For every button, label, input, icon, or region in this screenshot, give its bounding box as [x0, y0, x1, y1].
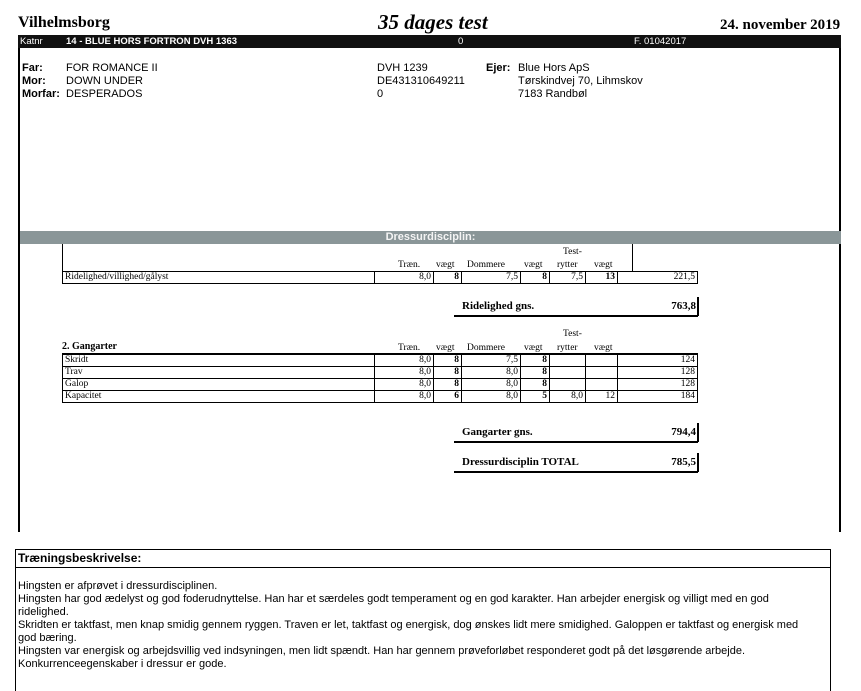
morfar-label: Morfar:	[22, 88, 60, 100]
row-label: Skridt	[62, 354, 375, 367]
mor-name: DOWN UNDER	[66, 75, 143, 87]
document-frame	[18, 48, 841, 532]
gangarter-avg-label: Gangarter gns.	[462, 426, 533, 438]
cell-traen-weight: 8	[433, 354, 462, 367]
ridelighed-avg-label: Ridelighed gns.	[462, 300, 535, 312]
table-right-rule	[632, 244, 633, 271]
col-dommere: Dommere	[467, 260, 505, 270]
row-label: Trav	[62, 366, 375, 379]
katnr-label: Katnr	[20, 36, 43, 47]
row-label: Ridelighed/villighed/gålyst	[62, 271, 375, 284]
col-vaegt2: vægt	[524, 260, 543, 270]
gangarter-heading: 2. Gangarter	[62, 341, 117, 352]
training-text	[18, 580, 818, 671]
total-label: Dressurdisciplin TOTAL	[462, 456, 579, 468]
horse-name: 14 - BLUE HORS FORTRON DVH 1363	[66, 36, 238, 47]
owner-city: 7183 Randbøl	[518, 88, 588, 100]
cell-dommere-weight: 5	[520, 390, 550, 403]
mor-id: DE431310649211	[377, 75, 465, 87]
far-label: Far:	[22, 62, 43, 74]
training-description	[15, 549, 831, 691]
training-line: Hingsten var energisk og arbejdsvillig ved indsyningen, men lidt spændt. Han har gennem prøveforløbet responderet godt på det løsgørende arbejde.	[18, 645, 746, 657]
cell-traen: 8,0	[374, 366, 434, 379]
cell-dommere-weight: 8	[520, 378, 550, 391]
col-rytter: rytter	[557, 343, 578, 353]
ridelighed-avg-mark	[697, 297, 699, 316]
mor-label: Mor:	[22, 75, 46, 87]
col-test: Test-	[563, 247, 582, 257]
gangarter-avg-mark	[697, 423, 699, 442]
col-rytter: rytter	[557, 260, 578, 270]
cell-test: 8,0	[549, 390, 586, 403]
cell-traen: 8,0	[374, 271, 434, 284]
total-rule	[454, 471, 698, 473]
cell-dommere: 8,0	[461, 378, 521, 391]
cell-dommere: 7,5	[461, 354, 521, 367]
col-traen: Træn.	[398, 343, 421, 353]
col-vaegt2: vægt	[524, 343, 543, 353]
cell-test: 7,5	[549, 271, 586, 284]
col-vaegt: vægt	[436, 343, 455, 353]
cell-test-weight: 13	[585, 271, 618, 284]
cell-total: 128	[617, 378, 698, 391]
cell-total: 124	[617, 354, 698, 367]
cell-traen-weight: 8	[433, 366, 462, 379]
row-label: Kapacitet	[62, 390, 375, 403]
cell-dommere: 8,0	[461, 390, 521, 403]
cell-traen-weight: 8	[433, 378, 462, 391]
col-vaegt: vægt	[436, 260, 455, 270]
cell-traen-weight: 6	[433, 390, 462, 403]
cell-total: 184	[617, 390, 698, 403]
cell-dommere-weight: 8	[520, 354, 550, 367]
catalog-bar	[18, 35, 841, 48]
col-traen: Træn.	[398, 260, 421, 270]
gangarter-avg-rule	[454, 441, 698, 443]
training-line: Hingsten har god ædelyst og god foderudnyttelse. Han har et særdeles godt temperament og en god karakter. Han arbejder energisk og villigt med en god ridelighed.	[18, 593, 769, 618]
foal-ref: F. 01042017	[634, 36, 687, 47]
cell-traen: 8,0	[374, 378, 434, 391]
cell-dommere: 7,5	[461, 271, 521, 284]
morfar-id: 0	[377, 88, 384, 100]
gangarter-avg-value: 794,4	[671, 426, 696, 438]
far-name: FOR ROMANCE II	[66, 62, 158, 74]
ridelighed-avg-value: 763,8	[671, 300, 696, 312]
training-heading-rule	[16, 567, 830, 568]
col-test: Test-	[563, 329, 582, 339]
training-heading: Træningsbeskrivelse:	[18, 551, 142, 565]
table-left-rule	[62, 244, 63, 271]
owner-name: Blue Hors ApS	[518, 62, 590, 74]
training-line: Skridten er taktfast, men knap smidig gennem ryggen. Traven er let, taktfast og energisk, dog ønskes lidt mere smidighed. Galoppen er taktfast og energisk med god bæring.	[18, 619, 799, 644]
cell-traen: 8,0	[374, 354, 434, 367]
col-vaegt3: vægt	[594, 260, 613, 270]
owner-label: Ejer:	[486, 62, 511, 74]
far-id: DVH 1239	[377, 62, 428, 74]
training-line: Hingsten er afprøvet i dressurdisciplinen.	[18, 580, 218, 592]
col-vaegt3: vægt	[594, 343, 613, 353]
cell-traen-weight: 8	[433, 271, 462, 284]
training-line: Konkurrenceegenskaber i dressur er gode.	[18, 658, 227, 670]
test-date: 24. november 2019	[720, 17, 841, 33]
ridelighed-avg-rule	[454, 315, 698, 317]
col-dommere: Dommere	[467, 343, 505, 353]
owner-address: Tørskindvej 70, Lihmskov	[518, 75, 643, 87]
cell-total: 128	[617, 366, 698, 379]
cell-traen: 8,0	[374, 390, 434, 403]
cell-test-weight: 12	[585, 390, 618, 403]
row-label: Galop	[62, 378, 375, 391]
total-value: 785,5	[671, 456, 696, 468]
venue: Vilhelmsborg	[18, 14, 110, 31]
cell-dommere-weight: 8	[520, 366, 550, 379]
page-title: 35 dages test	[378, 10, 488, 34]
cell-dommere: 8,0	[461, 366, 521, 379]
section-band: Dressurdisciplin:	[20, 231, 841, 244]
total-mark	[697, 453, 699, 472]
morfar-name: DESPERADOS	[66, 88, 143, 100]
cell-total: 221,5	[617, 271, 698, 284]
cell-dommere-weight: 8	[520, 271, 550, 284]
katbar-middle-value: 0	[458, 36, 464, 47]
